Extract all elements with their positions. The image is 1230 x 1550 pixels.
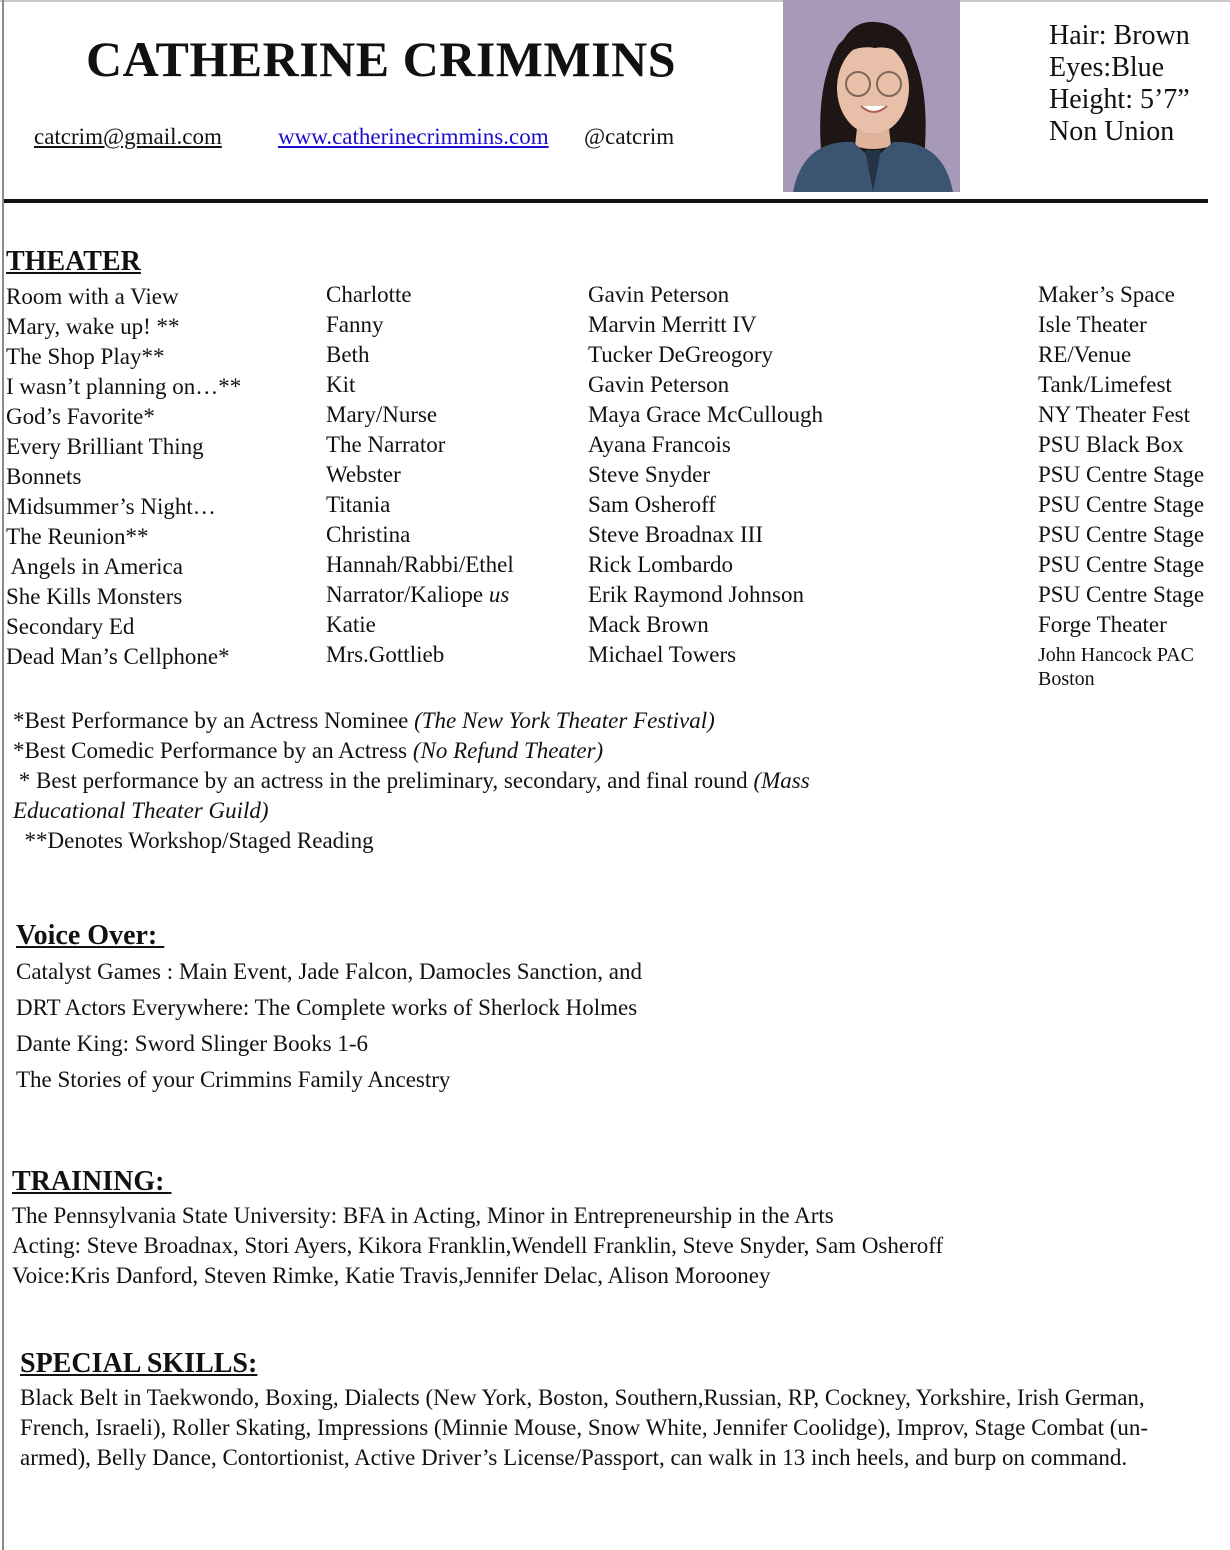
director-name: Steve Broadnax III: [588, 522, 763, 547]
venue-name: NY Theater Fest: [1038, 402, 1191, 427]
show-title: Secondary Ed: [6, 614, 135, 639]
theater-directors-column: [588, 280, 823, 670]
physical-stats: [1049, 20, 1190, 148]
award-note: [13, 706, 893, 736]
venue-name: Forge Theater: [1038, 612, 1167, 637]
voice-over-item: Catalyst Games : Main Event, Jade Falcon, Damocles Sanction, and: [16, 959, 642, 984]
note-text: *Best Performance by an Actress Nominee: [13, 708, 415, 733]
award-note: [13, 766, 893, 826]
workshop-note: **Denotes Workshop/Staged Reading: [13, 828, 374, 853]
role-name: Beth: [326, 342, 370, 367]
stat-height: Height: 5’7”: [1049, 84, 1190, 115]
left-border: [2, 0, 4, 1550]
show-title: Bonnets: [6, 464, 82, 489]
role-name: Narrator/Kaliope: [326, 582, 489, 607]
note-source: (Mass Educational Theater Guild): [13, 768, 810, 823]
director-name: Sam Osheroff: [588, 492, 716, 517]
director-name: Maya Grace McCullough: [588, 402, 824, 427]
role-name: Christina: [326, 522, 411, 547]
director-name: Rick Lombardo: [588, 552, 733, 577]
role-name: Hannah/Rabbi/Ethel: [326, 552, 514, 577]
training-item: The Pennsylvania State University: BFA in Acting, Minor in Entrepreneurship in the Arts: [12, 1203, 834, 1228]
venue-line: John Hancock PAC: [1038, 644, 1194, 666]
role-name: Mary/Nurse: [326, 402, 438, 427]
special-skills-text: Black Belt in Taekwondo, Boxing, Dialects (New York, Boston, Southern,Russian, RP, Cockney, Yorkshire, Irish German, French, Israeli), Roller Skating, Impressions (Minnie Mouse, Snow White, Jennifer Coolidge), Improv, Stage Combat (un-armed), Belly Dance, Contortionist, Active Driver’s License/Passport, can walk in 13 inch heels, and burp on command.: [20, 1385, 1149, 1470]
venue-name: PSU Centre Stage: [1038, 552, 1205, 577]
theater-venues-column: [1038, 280, 1204, 691]
show-title: God’s Favorite*: [6, 404, 155, 429]
understudy-mark: us: [488, 582, 510, 607]
director-name: Tucker DeGreogory: [588, 342, 774, 367]
special-skills-heading: SPECIAL SKILLS:: [20, 1348, 258, 1379]
note-source: (No Refund Theater): [412, 738, 604, 763]
venue-name: Maker’s Space: [1038, 282, 1175, 307]
headshot-illustration: [783, 0, 960, 192]
show-title: Dead Man’s Cellphone*: [6, 644, 230, 669]
role-name: Kit: [326, 372, 356, 397]
role-name: The Narrator: [326, 432, 446, 457]
voice-over-item: Dante King: Sword Slinger Books 1-6: [16, 1031, 369, 1056]
show-title: Angels in America: [6, 554, 183, 579]
show-title: Room with a View: [6, 284, 179, 309]
stat-union: Non Union: [1049, 116, 1175, 147]
venue-name: PSU Black Box: [1038, 432, 1184, 457]
role-name-with-understudy: [326, 580, 514, 610]
venue-name: RE/Venue: [1038, 342, 1132, 367]
venue-name: PSU Centre Stage: [1038, 522, 1205, 547]
show-title: Every Brilliant Thing: [6, 434, 204, 459]
show-title: The Reunion**: [6, 524, 149, 549]
venue-line: Boston: [1038, 668, 1095, 690]
theater-roles-column: [326, 280, 514, 670]
director-name: Gavin Peterson: [588, 372, 730, 397]
note-text: * Best performance by an actress in the preliminary, secondary, and final round: [13, 768, 754, 793]
role-name: Titania: [326, 492, 391, 517]
venue-name: PSU Centre Stage: [1038, 462, 1205, 487]
director-name: Gavin Peterson: [588, 282, 730, 307]
role-name: Charlotte: [326, 282, 412, 307]
role-name: Webster: [326, 462, 401, 487]
venue-name: PSU Centre Stage: [1038, 582, 1205, 607]
website-link[interactable]: www.catherinecrimmins.com: [278, 124, 549, 149]
venue-name: PSU Centre Stage: [1038, 492, 1205, 517]
actor-name: CATHERINE CRIMMINS: [86, 31, 677, 87]
director-name: Ayana Francois: [588, 432, 731, 457]
theater-shows-column: [6, 282, 241, 672]
role-name: Fanny: [326, 312, 384, 337]
header-divider: [4, 199, 1208, 203]
show-title: Midsummer’s Night…: [6, 494, 216, 519]
show-title: I wasn’t planning on…**: [6, 374, 242, 399]
top-border: [0, 0, 1230, 2]
voice-over-item: DRT Actors Everywhere: The Complete works of Sherlock Holmes: [16, 995, 638, 1020]
headshot-photo: [783, 0, 960, 192]
voice-over-list: [16, 954, 642, 1098]
venue-name: Isle Theater: [1038, 312, 1147, 337]
stat-hair: Hair: Brown: [1049, 20, 1190, 51]
social-handle: @catcrim: [584, 124, 675, 149]
role-name: Mrs.Gottlieb: [326, 642, 445, 667]
voice-over-heading: Voice Over:: [16, 920, 165, 951]
training-list: [12, 1201, 943, 1291]
training-item: Voice:Kris Danford, Steven Rimke, Katie Travis,Jennifer Delac, Alison Morooney: [12, 1263, 771, 1288]
stat-eyes: Eyes:Blue: [1049, 52, 1165, 83]
email-link[interactable]: catcrim@gmail.com: [34, 124, 222, 149]
theater-heading: THEATER: [6, 246, 141, 277]
training-item: Acting: Steve Broadnax, Stori Ayers, Kikora Franklin,Wendell Franklin, Steve Snyder, Sam Osheroff: [12, 1233, 944, 1258]
note-source: (The New York Theater Festival): [414, 708, 715, 733]
training-heading: TRAINING:: [12, 1166, 172, 1197]
venue-name-multiline: [1038, 640, 1204, 691]
director-name: Erik Raymond Johnson: [588, 582, 804, 607]
show-title: Mary, wake up! **: [6, 314, 180, 339]
director-name: Mack Brown: [588, 612, 709, 637]
award-notes: [13, 706, 893, 856]
voice-over-item: The Stories of your Crimmins Family Ancestry: [16, 1067, 451, 1092]
venue-name: Tank/Limefest: [1038, 372, 1172, 397]
award-note: [13, 736, 893, 766]
role-name: Katie: [326, 612, 376, 637]
director-name: Michael Towers: [588, 642, 737, 667]
director-name: Steve Snyder: [588, 462, 711, 487]
director-name: Marvin Merritt IV: [588, 312, 757, 337]
show-title: She Kills Monsters: [6, 584, 183, 609]
show-title: The Shop Play**: [6, 344, 165, 369]
note-text: *Best Comedic Performance by an Actress: [13, 738, 413, 763]
